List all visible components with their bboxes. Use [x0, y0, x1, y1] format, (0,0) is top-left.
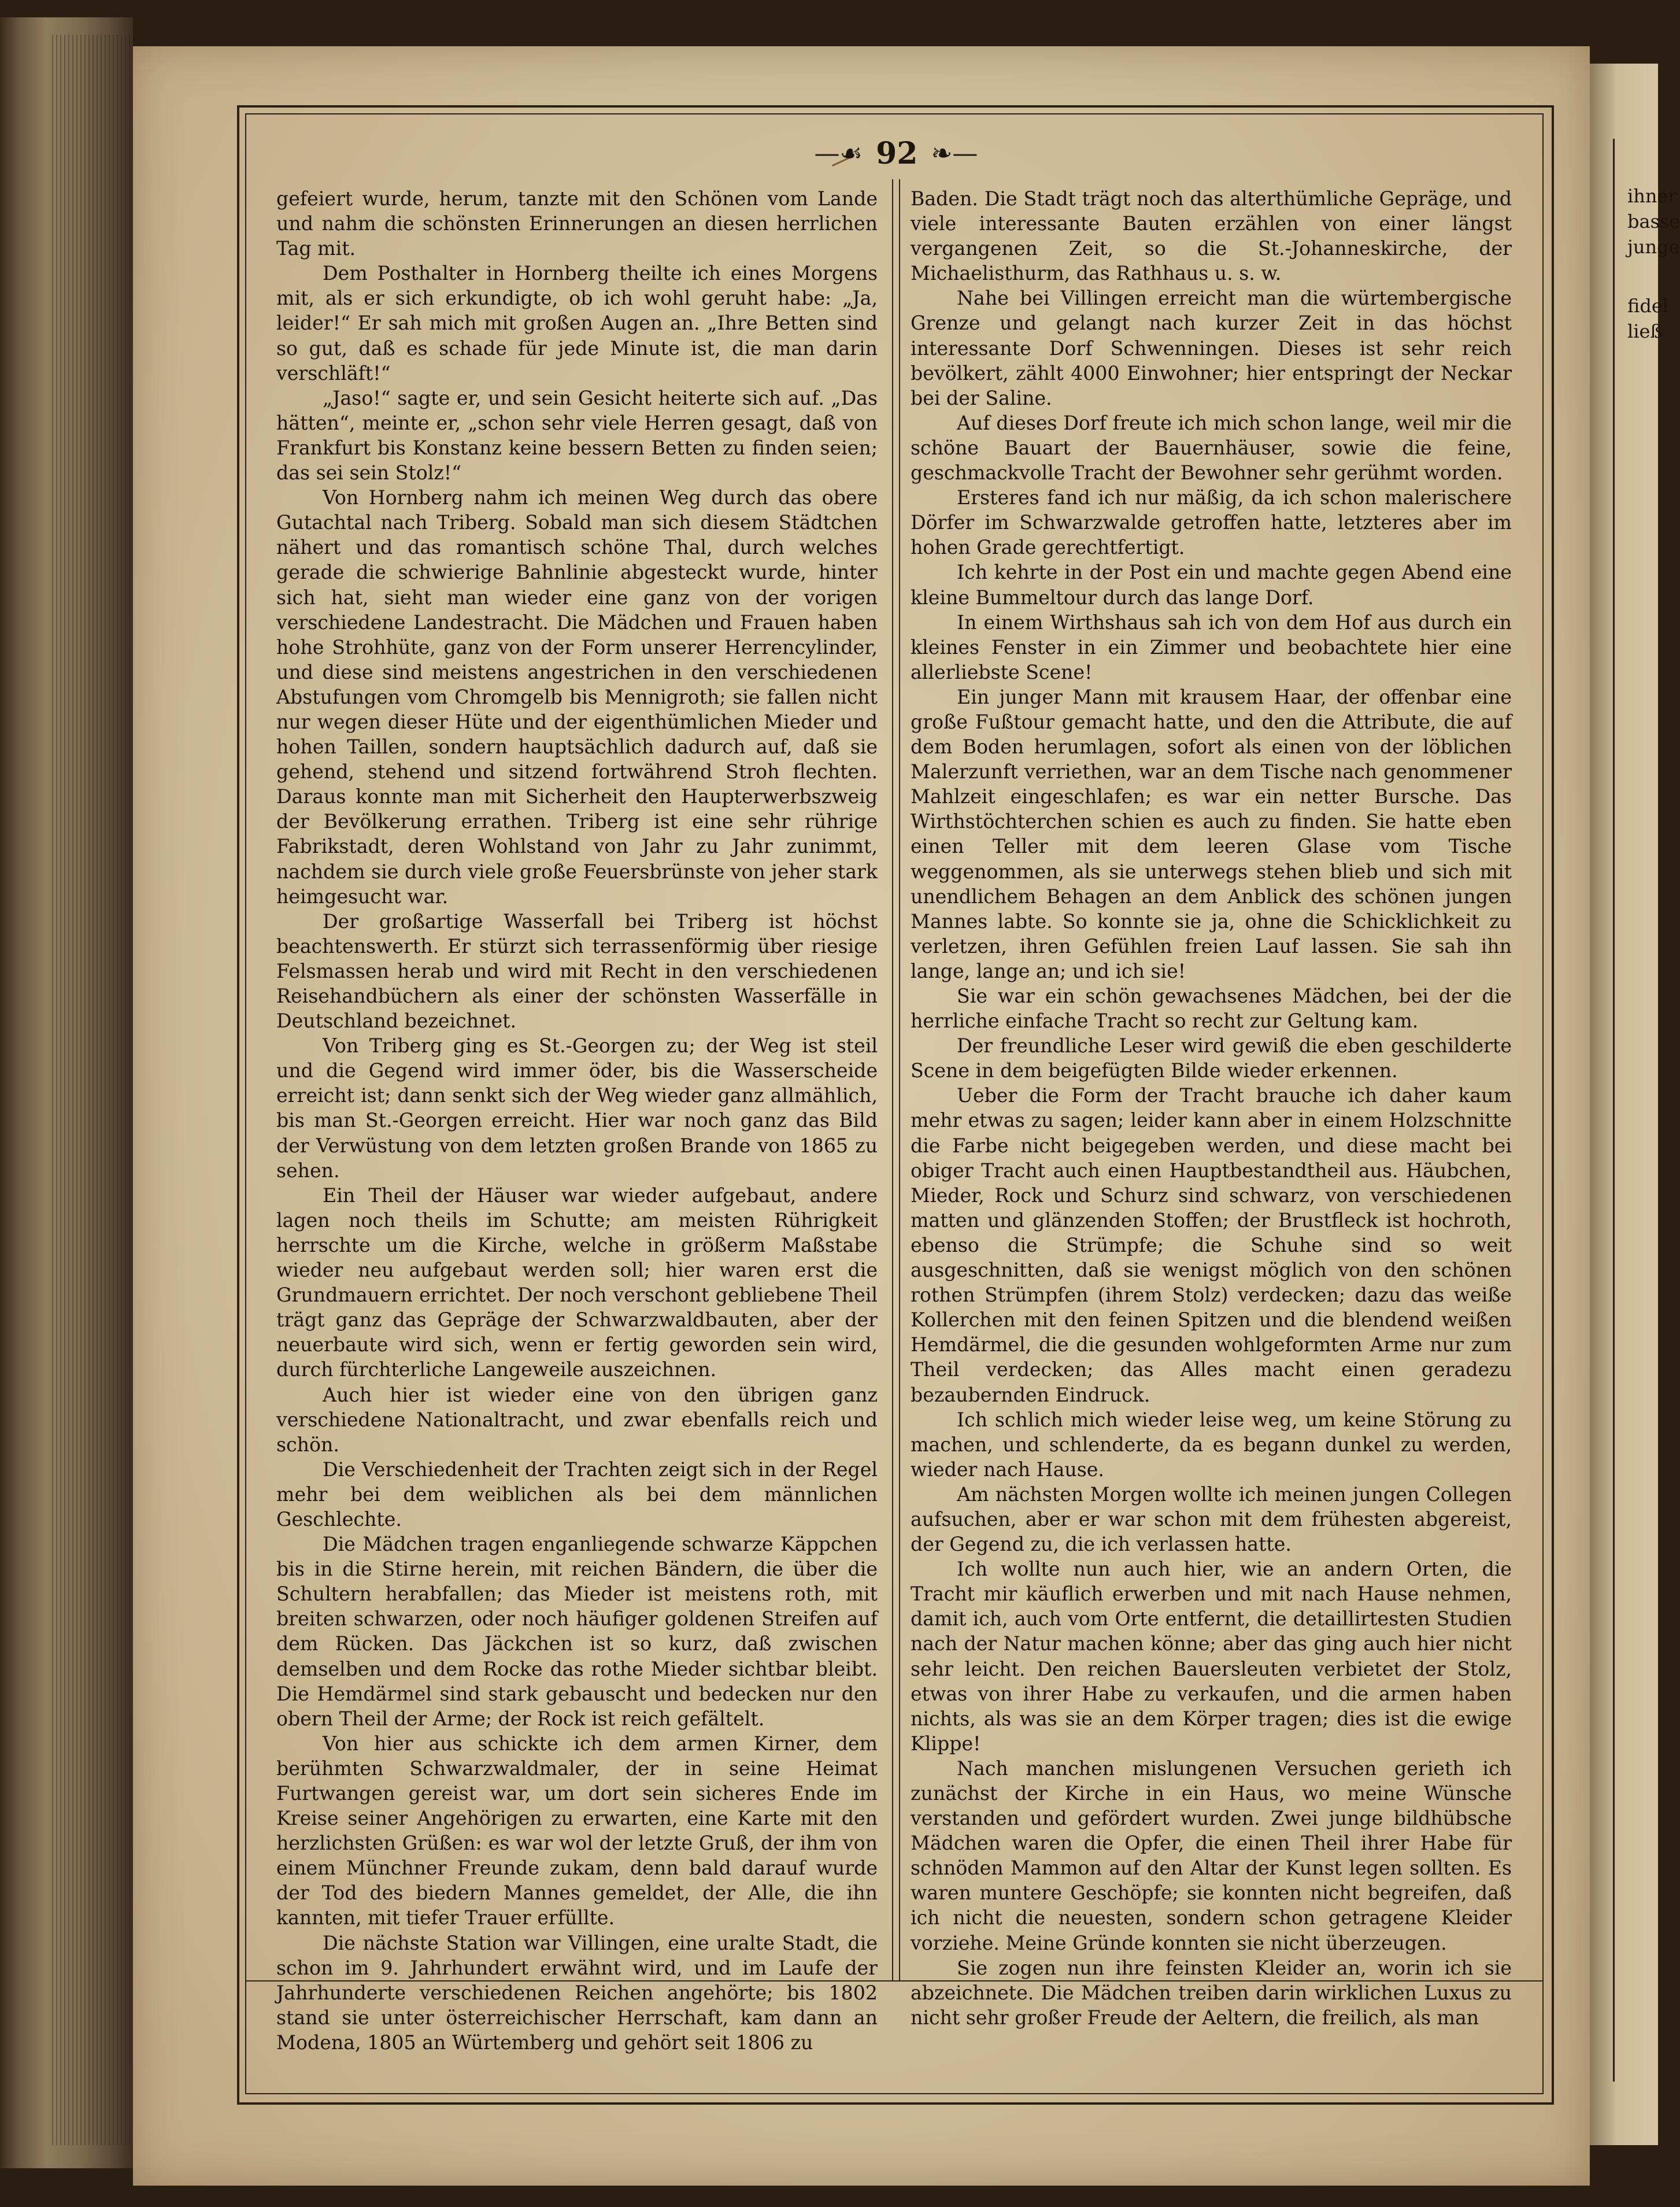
next-page-fragment: fidel [1627, 295, 1668, 317]
right-column [911, 186, 1512, 2029]
paragraph: Der freundliche Leser wird gewiß die eben geschilderte Scene in dem beigefügten Bilde wieder erkennen. [911, 1034, 1512, 1082]
paragraph: gefeiert wurde, herum, tanzte mit den Schönen vom Lande und nahm die schönsten Erinnerungen an diesen herrlichen Tag mit. [276, 187, 878, 260]
paragraph: Der großartige Wasserfall bei Triberg ist höchst beachtenswerth. Er stürzt sich terrassenförmig über riesige Felsmassen herab und wird mit Recht in den verschiedenen Reisehandbüchern als einer der schönsten Wasserfälle in Deutschland bezeichnet. [276, 910, 878, 1033]
paragraph: Von hier aus schickte ich dem armen Kirner, dem berühmten Schwarzwaldmaler, der in seine Heimat Furtwangen gereist war, um dort sein sicheres Ende im Kreise seiner Angehörigen zu erwarten, eine Karte mit den herzlichsten Grüßen: es war wol der letzte Gruß, der ihm von einem Münchner Freunde zukam, denn bald darauf wurde der Tod des biedern Mannes gemeldet, der Alle, die ihn kannten, mit tiefer Trauer erfüllte. [276, 1732, 878, 1929]
next-page-frame [1613, 139, 1680, 2082]
paragraph: Die nächste Station war Villingen, eine uralte Stadt, die schon im 9. Jahrhundert erwähnt wird, und im Laufe der Jahrhunderte verschiedenen Reichen angehörte; bis 1802 stand sie unter österreichischer Herrschaft, kam dann an Modena, 1805 an Würtemberg und gehört seit 1806 zu [276, 1931, 878, 2054]
paragraph: Ich kehrte in der Post ein und machte gegen Abend eine kleine Bummeltour durch das lange Dorf. [911, 561, 1512, 609]
page-number: 92 [876, 136, 918, 171]
paragraph: Sie zogen nun ihre feinsten Kleider an, worin ich sie abzeichnete. Die Mädchen treiben darin wirklichen Luxus zu nicht sehr großer Freude der Aeltern, die freilich, als man [911, 1956, 1512, 2029]
next-page-fragment: basse [1627, 210, 1680, 232]
ornament-right: ❧— [931, 139, 978, 168]
paragraph: Ein junger Mann mit krausem Haar, der offenbar eine große Fußtour gemacht hatte, und den die Attribute, die auf dem Boden herumlagen, sofort als einen von der löblichen Malerzunft verriethen, war an dem Tische nach genommener Mahlzeit eingeschlafen; es war ein netter Bursche. Das Wirthstöchterchen schien es auch zu finden. Sie hatte eben einen Teller mit dem leeren Glase vom Tische weggenommen, als sie unterwegs stehen blieb und sich mit unendlichem Behagen an dem Anblick des schönen jungen Mannes labte. So konnte sie ja, ohne die Schicklichkeit zu verletzen, ihren Gefühlen freien Lauf lassen. Sie sah ihn lange, lange an; und ich sie! [911, 685, 1512, 982]
paragraph: Von Hornberg nahm ich meinen Weg durch das obere Gutachtal nach Triberg. Sobald man sich diesem Städtchen nähert und das romantisch schöne Thal, durch welches gerade die schwierige Bahnlinie abgesteckt wurde, hinter sich hat, sieht man wieder eine ganz von der vorigen verschiedene Landestracht. Die Mädchen und Frauen haben hohe Strohhüte, ganz von der Form unserer Herrencylinder, und diese sind meistens angestrichen in den verschiedenen Abstufungen vom Chromgelb bis Mennigroth; sie fallen nicht nur wegen dieser Hüte und der eigenthümlichen Mieder und hohen Taillen, sondern hauptsächlich dadurch auf, daß sie gehend, stehend und sitzend fortwährend Stroh flechten. Daraus konnte man mit Sicherheit den Haupterwerbszweig der Bevölkerung errathen. Triberg ist eine sehr rührige Fabrikstadt, deren Wohlstand von Jahr zu Jahr zunimmt, nachdem sie durch viele große Feuersbrünste von jeher stark heimgesucht war. [276, 486, 878, 908]
paragraph: Die Mädchen tragen enganliegende schwarze Käppchen bis in die Stirne herein, mit reichen Bändern, die über die Schultern herabfallen; das Mieder ist meistens roth, mit breiten schwarzen, oder noch häufiger goldenen Streifen auf dem Rücken. Das Jäckchen ist so kurz, daß zwischen demselben und dem Rocke das rothe Mieder sichtbar bleibt. Die Hemdärmel sind stark gebauscht und bedecken nur den obern Theil der Arme; der Rock ist reich gefältelt. [276, 1533, 878, 1730]
paragraph: Von Triberg ging es St.-Georgen zu; der Weg ist steil und die Gegend wird immer öder, bis die Wasserscheide erreicht ist; dann senkt sich der Weg wieder ganz allmählich, bis man St.-Georgen erreicht. Hier war noch ganz das Bild der Verwüstung von dem letzten großen Brande von 1865 zu sehen. [276, 1034, 878, 1182]
paragraph: Dem Posthalter in Hornberg theilte ich eines Morgens mit, als er sich erkundigte, ob ich wohl geruht habe: „Ja, leider!“ Er sah mich mit großen Augen an. „Ihre Betten sind so gut, daß es schade für jede Minute ist, die man darin verschläft!“ [276, 262, 878, 385]
page-header [780, 136, 1012, 176]
paragraph: Sie war ein schön gewachsenes Mädchen, bei der die herrliche einfache Tracht so recht zur Geltung kam. [911, 985, 1512, 1033]
paragraph: Auch hier ist wieder eine von den übrigen ganz verschiedene Nationaltracht, und zwar ebenfalls reich und schön. [276, 1383, 878, 1456]
paragraph: Ich schlich mich wieder leise weg, um keine Störung zu machen, und schlenderte, da es begann dunkel zu werden, wieder nach Hause. [911, 1408, 1512, 1481]
paragraph: Nach manchen mislungenen Versuchen gerieth ich zunächst der Kirche in ein Haus, wo meine Wünsche verstanden und gefördert wurden. Zwei junge bildhübsche Mädchen waren die Opfer, die einen Theil ihrer Habe für schnöden Mammon auf den Altar der Kunst legen sollten. Es waren muntere Geschöpfe; sie konnten nicht begreifen, daß ich nicht die neuesten, sondern schon getragene Kleider vorziehe. Meine Gründe konnten sie nicht überzeugen. [911, 1757, 1512, 1954]
paragraph: Ueber die Form der Tracht brauche ich daher kaum mehr etwas zu sagen; leider kann aber in einem Holzschnitte die Farbe nicht beigegeben werden, und diese macht bei obiger Tracht auch einen Hauptbestandtheil aus. Häubchen, Mieder, Rock und Schurz sind schwarz, von verschiedenen matten und glänzenden Stoffen; der Brustfleck ist hochroth, ebenso die Strümpfe; die Schuhe sind so weit ausgeschnitten, daß sie wenigst möglich von den schönen rothen Strümpfen (ihrem Stolz) verdecken; dazu das weiße Kollerchen mit den feinen Spitzen und die blendend weißen Hemdärmel, die die gesunden wohlgeformten Arme nur zum Theil verdecken; das Alles macht einen geradezu bezaubernden Eindruck. [911, 1084, 1512, 1406]
paragraph: Ersteres fand ich nur mäßig, da ich schon malerischere Dörfer im Schwarzwalde getroffen hatte, letzteres aber im hohen Grade gerechtfertigt. [911, 486, 1512, 559]
paragraph: Ein Theil der Häuser war wieder aufgebaut, andere lagen noch theils im Schutte; am meisten Rührigkeit herrschte um die Kirche, welche in größerm Maßstabe wieder neu aufgebaut werden soll; hier waren erst die Grundmauern errichtet. Der noch verschont gebliebene Theil trägt ganz das Gepräge der Schwarzwaldbauten, aber der neuerbaute wird sich, wenn er fertig geworden sein wird, durch fürchterliche Langeweile auszeichnen. [276, 1184, 878, 1381]
paragraph: Ich wollte nun auch hier, wie an andern Orten, die Tracht mir käuflich erwerben und mit nach Hause nehmen, damit ich, auch vom Orte entfernt, die detaillirtesten Studien nach der Natur machen könne; aber das ging auch hier nicht sehr leicht. Den reichen Bauersleuten verbietet der Stolz, etwas von ihrer Habe zu verkaufen, und die armen haben nichts, als was sie an dem Körper tragen; dies ist die ewige Klippe! [911, 1558, 1512, 1755]
ornament-left: —☙ [814, 139, 863, 168]
column-divider [892, 179, 900, 1980]
paragraph: Auf dieses Dorf freute ich mich schon lange, weil mir die schöne Bauart der Bauernhäuser, sowie die feine, geschmackvolle Tracht der Bewohner sehr gerühmt worden. [911, 411, 1512, 485]
paragraph: „Jaso!“ sagte er, und sein Gesicht heiterte sich auf. „Das hätten“, meinte er, „schon sehr viele Herren gesagt, daß von Frankfurt bis Konstanz keine bessern Betten zu finden seien; das sei sein Stolz!“ [276, 386, 878, 485]
paragraph: Nahe bei Villingen erreicht man die würtembergische Grenze und gelangt nach kurzer Zeit in das höchst interessante Dorf Schwenningen. Dieses ist sehr reich bevölkert, zählt 4000 Einwohner; hier entspringt der Neckar bei der Saline. [911, 287, 1512, 409]
next-page-fragment: ihner [1627, 185, 1677, 207]
book-page-edge-lines [52, 35, 133, 2145]
paragraph: Die Verschiedenheit der Trachten zeigt sich in der Regel mehr bei dem weiblichen als bei dem männlichen Geschlechte. [276, 1458, 878, 1531]
next-page-fragment: ließ [1627, 320, 1663, 342]
left-column [276, 186, 878, 2054]
paragraph: Am nächsten Morgen wollte ich meinen jungen Collegen aufsuchen, aber er war schon mit dem frühesten abgereist, der Gegend zu, die ich verlassen hatte. [911, 1483, 1512, 1556]
paragraph: Baden. Die Stadt trägt noch das alterthümliche Gepräge, und viele interessante Bauten erzählen von einer längst vergangenen Zeit, so die St.-Johanneskirche, der Michaelisthurm, das Rathhaus u. s. w. [911, 187, 1512, 285]
next-page-fragment: junge [1627, 236, 1680, 258]
paragraph: In einem Wirthshaus sah ich von dem Hof aus durch ein kleines Fenster in ein Zimmer und beobachtete hier eine allerliebste Scene! [911, 611, 1512, 683]
